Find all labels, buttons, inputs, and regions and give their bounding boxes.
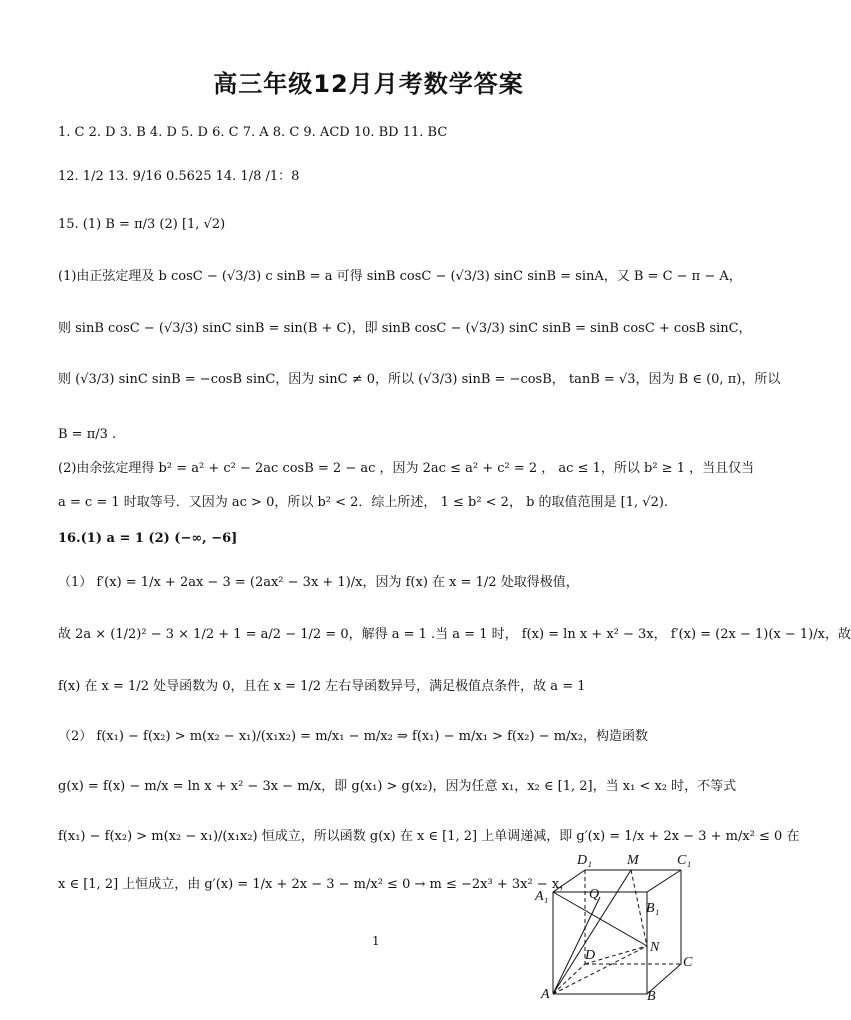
solution-line: a = c = 1 时取等号．又因为 ac > 0，所以 b² < 2．综上所述， 1 ≤ b² < 2， b 的取值范围是 [1, √2). [58, 495, 669, 510]
cube-figure [525, 850, 725, 1015]
answer-line-15: 15. (1) B = π/3 (2) [1, √2) [58, 217, 226, 232]
segment-a-n [553, 946, 647, 994]
label-c1: C₁ [677, 853, 692, 868]
solution-line: 则 (√3/3) sinC sinB = −cosB sinC，因为 sinC ≠ 0，所以 (√3/3) sinB = −cosB， tanB = √3，因为 B ∈ (0, π)，所以 [58, 372, 781, 387]
page-title: 高三年级12月月考数学答案 [213, 70, 524, 98]
edge-b1-c1 [647, 870, 681, 892]
label-d1: D₁ [577, 853, 592, 868]
answer-line-choices: 1. C 2. D 3. B 4. D 5. D 6. C 7. A 8. C 9. ACD 10. BD 11. BC [58, 125, 448, 140]
label-a: A [541, 987, 550, 1002]
label-n: N [650, 940, 660, 955]
segment-a-q [553, 897, 600, 994]
solution-line: 故 2a × (1/2)² − 3 × 1/2 + 1 = a/2 − 1/2 = 0，解得 a = 1 .当 a = 1 时， f(x) = ln x + x² − 3x， f′(x) = (2x − 1)(x − 1)/x，故 [58, 627, 851, 642]
label-m: M [627, 853, 639, 868]
solution-line: B = π/3 . [58, 427, 117, 442]
solution-line: f(x) 在 x = 1/2 处导函数为 0，且在 x = 1/2 左右导函数异号，满足极值点条件，故 a = 1 [58, 679, 586, 694]
label-c: C [683, 955, 693, 970]
label-q: Q [589, 887, 600, 902]
answer-line-fill: 12. 1/2 13. 9/16 0.5625 14. 1/8 /1：8 [58, 169, 300, 184]
solution-line: (2)由余弦定理得 b² = a² + c² − 2ac cosB = 2 − ac ，因为 2ac ≤ a² + c² = 2 ， ac ≤ 1，所以 b² ≥ 1 ，当且仅当 [58, 461, 755, 476]
segment-m-n [631, 870, 647, 946]
solution-line: （1） f′(x) = 1/x + 2ax − 3 = (2ax² − 3x + 1)/x，因为 f(x) 在 x = 1/2 处取得极值， [58, 575, 579, 590]
label-b1: B₁ [646, 901, 660, 916]
page-number: 1 [372, 934, 380, 948]
label-a1: A₁ [535, 889, 549, 904]
edge-a1-d1 [553, 870, 585, 892]
solution-line: x ∈ [1, 2] 上恒成立，由 g′(x) = 1/x + 2x − 3 − m/x² ≤ 0 → m ≤ −2x³ + 3x² − x， [58, 877, 573, 892]
answer-line-16: 16.(1) a = 1 (2) (−∞, −6] [58, 531, 238, 546]
solution-line: f(x₁) − f(x₂) > m(x₂ − x₁)/(x₁x₂) 恒成立，所以函数 g(x) 在 x ∈ [1, 2] 上单调递减，即 g′(x) = 1/x + 2x − 3 + m/x² ≤ 0 在 [58, 829, 800, 844]
label-b: B [647, 989, 656, 1004]
solution-line: （2） f(x₁) − f(x₂) > m(x₂ − x₁)/(x₁x₂) = m/x₁ − m/x₂ ⇒ f(x₁) − m/x₁ > f(x₂) − m/x₂，构造函数 [58, 729, 648, 744]
solution-line: (1)由正弦定理及 b cosC − (√3/3) c sinB = a 可得 sinB cosC − (√3/3) sinC sinB = sinA，又 B = C − π − A， [58, 269, 742, 284]
label-d: D [585, 948, 596, 963]
solution-line: 则 sinB cosC − (√3/3) sinC sinB = sin(B + C)，即 sinB cosC − (√3/3) sinC sinB = sinB cosC + cosB sinC， [58, 321, 752, 336]
solution-line: g(x) = f(x) − m/x = ln x + x² − 3x − m/x，即 g(x₁) > g(x₂)，因为任意 x₁，x₂ ∈ [1, 2]，当 x₁ < x₂ 时，不等式 [58, 779, 737, 794]
